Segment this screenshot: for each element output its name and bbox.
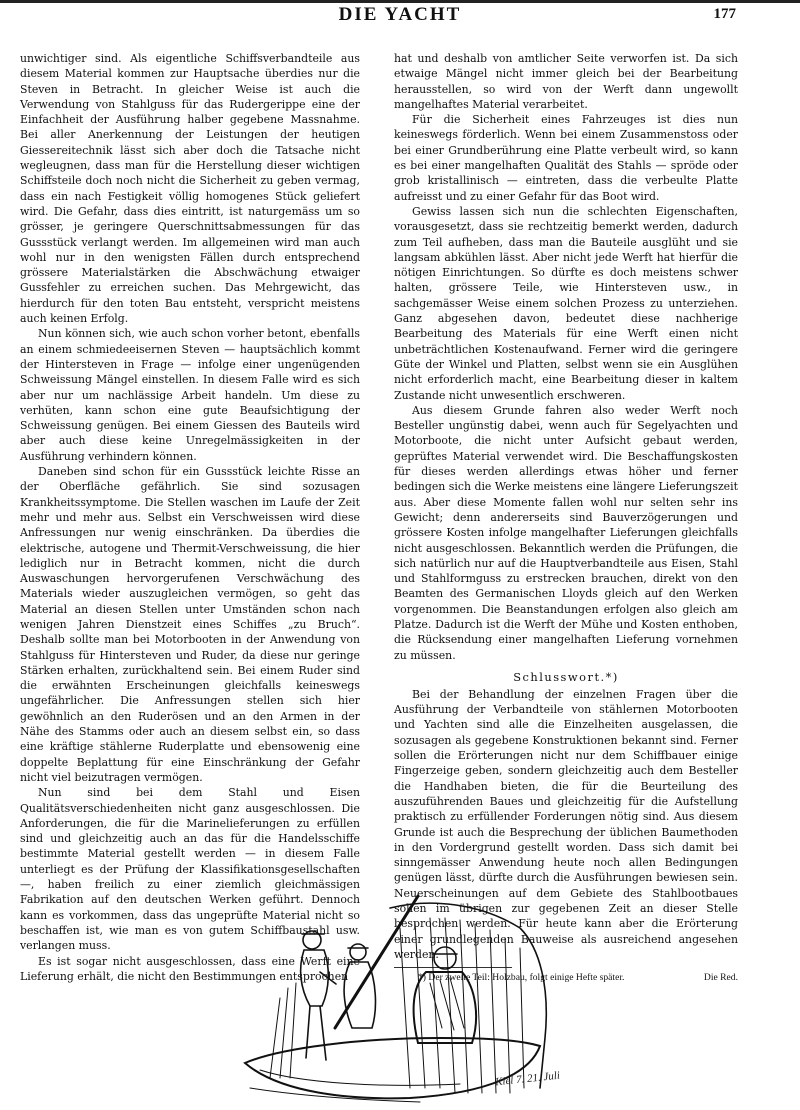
paragraph: Es ist sogar nicht ausgeschlossen, dass eine Werft eine Lieferung erhält, die nicht den Bestimmungen entsprochen <box>20 954 360 983</box>
footnote-credit: Die Red. <box>703 972 738 984</box>
paragraph: Daneben sind schon für ein Gussstück leichte Risse an der Oberfläche gefährlich. Sie sind sozusagen Krankheitssymptome. Die Stellen waschen im Laufe der Zeit mehr und mehr aus. Selbst ein Verschweissen wird diese Anfressungen nur wenig einschränken. Da überdies die elektrische, autogene und Thermit-Verschweissung, die hier lediglich nur in Betracht kommen, nicht die durch Auswaschungen hervorgerufenen Verschwächung des Materials wieder auszugleichen vermögen, so geht das Material an diesen Stellen unter Umständen schon nach wenigen Jahren Dienstzeit eines Schiffes „zu Bruch“. Deshalb sollte man bei Motorbooten in der Anwendung von Stahlguss für Hintersteven und Ruder, da diese nur geringe Stärken erhalten, zurückhaltend sein. Bei einem Ruder sind die erwähnten Erscheinungen gleichfalls keineswegs ungefährlicher. Die Anfressungen stellen sich hier gewöhnlich an den Ruderösen und an den Armen in der Nähe des Stamms oder auch an diesem selbst ein, so dass eine kräftige stählerne Ruderplatte und ebensowenig eine doppelte Beplattung für eine Einschränkung der Gefahr nicht viel beizutragen vermögen. <box>20 465 360 784</box>
paragraph: Für die Sicherheit eines Fahrzeuges ist dies nun keineswegs förderlich. Wenn bei einem Zusammenstoss oder bei einer Grundberührung eine Platte verbeult wird, so kann es bei einer mangelhaften Qualität des Stahls — spröde oder grob kristallinisch — eintreten, dass die verbeulte Platte aufreisst und zu einer Gefahr für das Boot wird. <box>394 113 738 203</box>
page-number: 177 <box>713 6 736 22</box>
paragraph: Aus diesem Grunde fahren also weder Werft noch Besteller ungünstig dabei, wenn auch für Segelyachten und Motorboote, die nicht unter Aufsicht gebaut werden, geprüftes Material verwendet wird. Die Beschaffungskosten für dieses werden allerdings etwas höher und ferner bedingen sich die Werke meistens eine längere Lieferungszeit aus. Aber diese Momente fallen wohl nur selten sehr ins Gewicht; denn andererseits sind Bauverzögerungen und grössere Kosten infolge mangelhafter Lieferungen gleichfalls nicht ausgeschlossen. Bekanntlich werden die Prüfungen, die sich natürlich nur auf die Hauptverbandteile aus Eisen, Stahl und Stahlformguss zu erstrecken brauchen, direkt von den Beamten des Germanischen Lloyds gleich auf den Werken vorgenommen. Die Beanstandungen erfolgen also gleich am Platze. Dadurch ist die Werft der Mühe und Kosten enthoben, die Rücksendung einer mangelhaften Lieferung vornehmen zu müssen. <box>394 403 738 662</box>
paragraph: hat und deshalb von amtlicher Seite verworfen ist. Da sich etwaige Mängel nicht immer gleich bei der Bearbeitung herausstellen, so wird von der Werft dann ungewollt mangelhaftes Material verarbeitet. <box>394 52 738 111</box>
closing-paragraph: Bei der Behandlung der einzelnen Fragen über die Ausführung der Verbandteile von stählernen Motorbooten und Yachten sind alle die Einzelheiten ausgelassen, die sozusagen als gegebene Konstruktionen bekannt sind. Ferner sollen die Erörterungen nicht nur dem Schiffbauer einige Fingerzeige geben, sondern gleichzeitig auch dem Besteller die Handhaben bieten, die für die Beurteilung des auszuführenden Baues und gleichzeitig für die Aufstellung praktisch zu erfüllender Forderungen nötig sind. Aus diesem Grunde ist auch die Besprechung der üblichen Baumethoden in den Vordergrund gestellt worden. Dass sich damit bei sinngemässer Anwendung heute noch allen Bedingungen genügen lässt, dürfte durch die Ausführungen bewiesen sein. Neuerscheinungen auf dem Gebiete des Stahlbootbaues sollen im übrigen zur gegebenen Zeit an dieser Stelle besprochen werden. Für heute kann aber die Erörterung einer grundlegenden Bauweise als ausreichend angesehen werden. <box>394 687 738 961</box>
paragraph: Nun sind bei dem Stahl und Eisen Qualitätsverschiedenheiten nicht ganz ausgeschlossen. Die Anforderungen, die für die Marinelieferungen zu erfüllen sind und gleichzeitig auch an das für die Handelsschiffe bestimmte Material gestellt werden — in diesem Falle unterliegt es der Prüfung der Klassifikationsgesellschaften —, haben freilich zu einer ziemlich gleichmässigen Fabrikation auf den deutschen Werken geführt. Dennoch kann es vorkommen, dass das ungeprüfte Material nicht so beschaffen ist, wie man es von gutem Schiffbaustahl usw. verlangen muss. <box>20 786 360 953</box>
section-heading: Schlusswort.*) <box>513 669 619 684</box>
left-column <box>20 51 360 984</box>
journal-title: DIE YACHT <box>338 4 462 25</box>
paragraph: Nun können sich, wie auch schon vorher betont, ebenfalls an einem schmiedeeisernen Steven — hauptsächlich kommt der Hintersteven in Frage — infolge einer ungenügenden Schweissung Mängel einstellen. In diesem Falle wird es sich aber nur um nachlässige Arbeit handeln. Um diese zu verhüten, kann schon eine gute Beaufsichtigung der Schweissung genügen. Bei einem Giessen des Bauteils wird aber auch diese keine Unregelmässigkeiten in der Ausführung verhindern können. <box>20 327 360 463</box>
top-edge-line <box>0 0 800 3</box>
paragraph: Gewiss lassen sich nun die schlechten Eigenschaften, vorausgesetzt, dass sie rechtzeitig bemerkt werden, dadurch zum Teil aufheben, dass man die Bauteile ausglüht und sie langsam abkühlen lässt. Aber nicht jede Werft hat hierfür die nötigen Einrichtungen. So dürfte es doch meistens schwer halten, grössere Teile, wie Hintersteven usw., in sachgemässer Weise einem solchen Prozess zu unterziehen. Ganz abgesehen davon, bedeutet diese nachherige Bearbeitung des Materials für eine Werft einen nicht unbeträchtlichen Kostenaufwand. Ferner wird die geringere Güte der Winkel und Platten, selbst wenn sie ein Ausglühen nicht erforderlich macht, eine Bearbeitung dieser in kaltem Zustande nicht unwesentlich erschweren. <box>394 204 738 402</box>
right-column <box>394 51 738 984</box>
footnote-text: *) Der zweite Teil: Holzbau, folgt einige Hefte später. <box>418 972 625 984</box>
artist-signature: Kiel 7. 21. Juli <box>494 1069 561 1089</box>
paragraph: unwichtiger sind. Als eigentliche Schiffsverbandteile aus diesem Material kommen zur Hauptsache überdies nur die Steven in Betracht. In gleicher Weise ist auch die Verwendung von Stahlguss für das Rudergerippe eine der Einfachheit der Ausführung halber gegebene Massnahme. Bei aller Anerkennung der Leistungen der heutigen Giessereitechnik lässt sich aber doch die Tatsache nicht wegleugnen, dass man für die Herstellung dieser wichtigen Schiffsteile doch noch nicht die Sicherheit zu geben vermag, dass ein nach Festigkeit völlig homogenes Stück geliefert wird. Die Gefahr, dass dies eintritt, ist naturgemäss um so grösser, je geringere Querschnittsabmessungen für das Gussstück verlangt werden. Im allgemeinen wird man auch wohl nur in den wenigsten Fällen durch entsprechend grössere Materialstärken die Abschwächung etwaiger Gussfehler zu erreichen suchen. Das Mehrgewicht, das hierdurch für den toten Bau entsteht, verspricht meistens auch keinen Erfolg. <box>20 52 360 326</box>
